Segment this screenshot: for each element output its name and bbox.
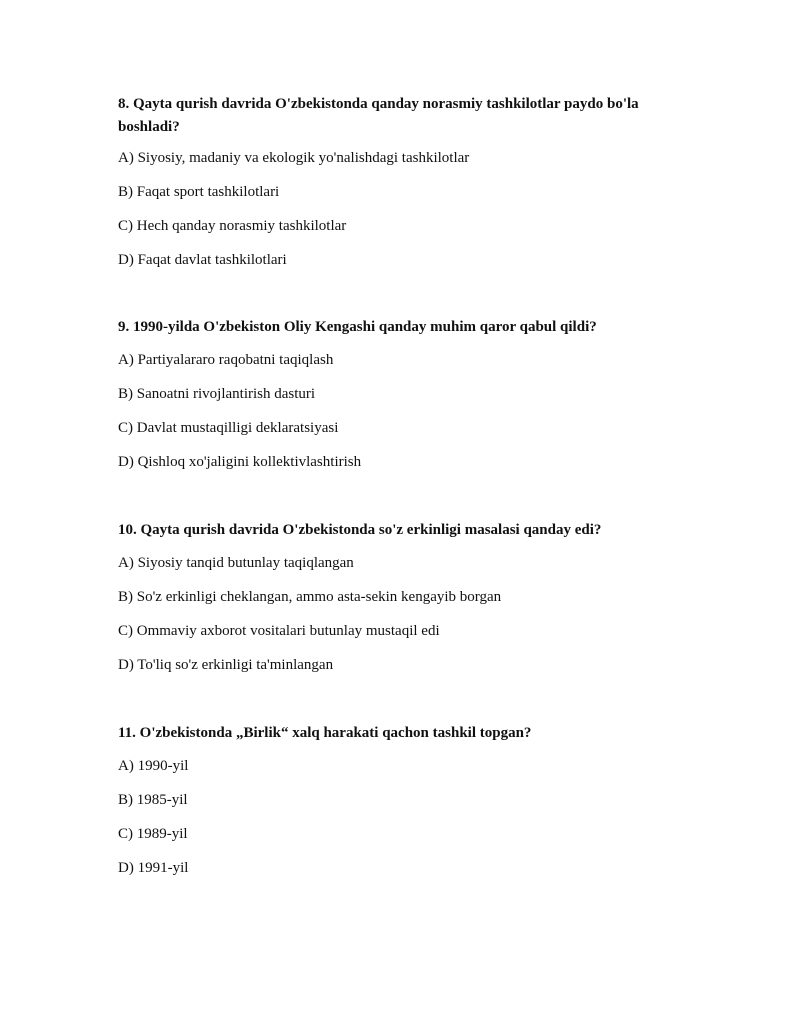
answer-option: D) To'liq so'z erkinligi ta'minlangan <box>118 657 334 673</box>
answer-option: C) Hech qanday norasmiy tashkilotlar <box>118 218 347 234</box>
answer-option: D) Qishloq xo'jaligini kollektivlashtirish <box>118 454 362 470</box>
answer-option: B) 1985-yil <box>118 792 188 808</box>
answer-option: B) Sanoatni rivojlantirish dasturi <box>118 386 316 402</box>
question-9 <box>118 316 688 470</box>
question-8 <box>118 93 688 268</box>
answer-option: A) 1990-yil <box>118 758 189 774</box>
question-11 <box>118 722 688 876</box>
answer-option: A) Partiyalararo raqobatni taqiqlash <box>118 352 334 368</box>
answer-option: A) Siyosiy, madaniy va ekologik yo'nalishdagi tashkilotlar <box>118 150 470 166</box>
answer-option: C) Ommaviy axborot vositalari butunlay mustaqil edi <box>118 623 440 639</box>
question-title: 9. 1990-yilda O'zbekiston Oliy Kengashi qanday muhim qaror qabul qildi? <box>118 319 597 335</box>
question-title: 11. O'zbekistonda „Birlik“ xalq harakati qachon tashkil topgan? <box>118 725 532 741</box>
question-title: 8. Qayta qurish davrida O'zbekistonda qanday norasmiy tashkilotlar paydo bo'la boshladi? <box>118 96 639 135</box>
answer-option: B) So'z erkinligi cheklangan, ammo asta-sekin kengayib borgan <box>118 589 502 605</box>
answer-option: D) Faqat davlat tashkilotlari <box>118 252 287 268</box>
question-title: 10. Qayta qurish davrida O'zbekistonda so'z erkinligi masalasi qanday edi? <box>118 522 602 538</box>
answer-option: B) Faqat sport tashkilotlari <box>118 184 280 200</box>
question-10 <box>118 519 688 673</box>
answer-option: C) Davlat mustaqilligi deklaratsiyasi <box>118 420 339 436</box>
answer-option: D) 1991-yil <box>118 860 189 876</box>
answer-option: A) Siyosiy tanqid butunlay taqiqlangan <box>118 555 354 571</box>
answer-option: C) 1989-yil <box>118 826 188 842</box>
